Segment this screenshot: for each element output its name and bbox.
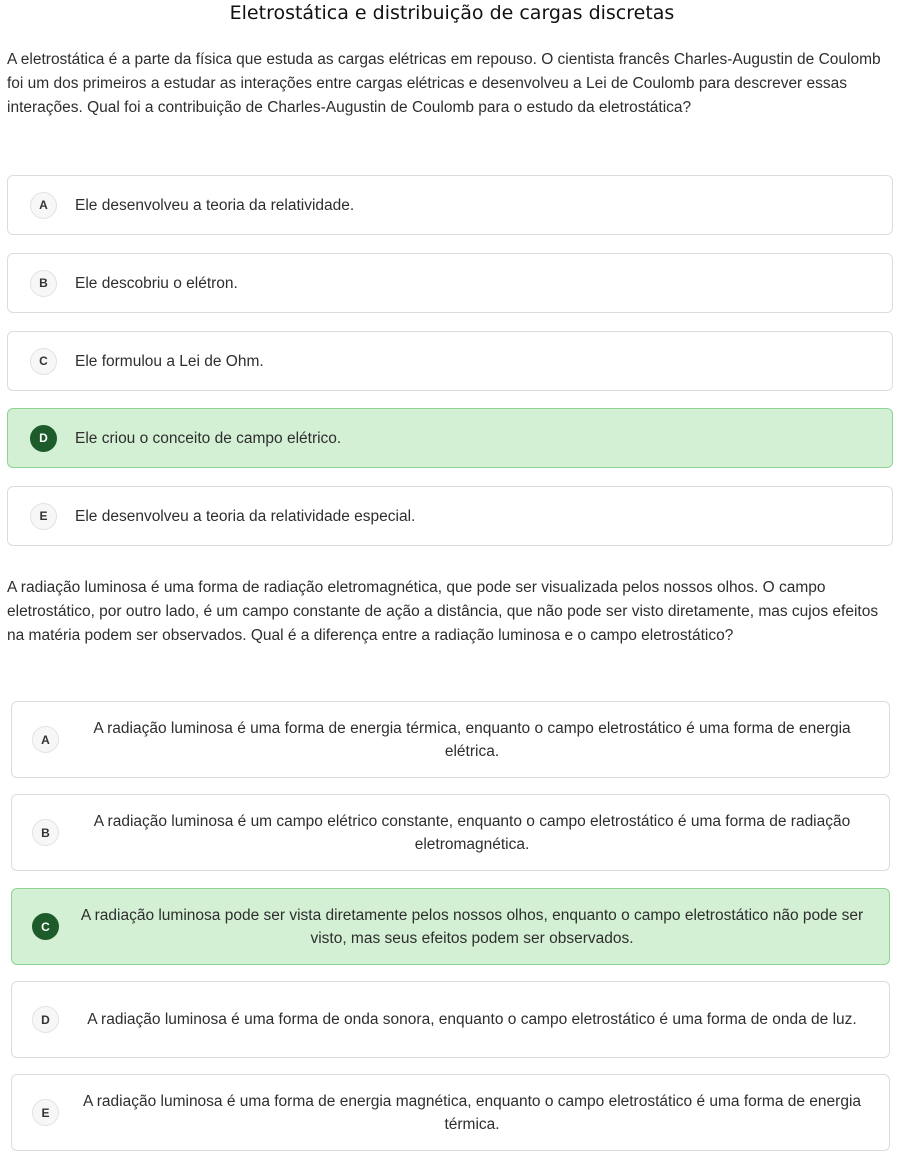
- option-a[interactable]: [7, 175, 893, 235]
- option-a[interactable]: [11, 701, 890, 778]
- option-text: Ele desenvolveu a teoria da relatividade.: [75, 196, 355, 214]
- option-letter: A: [30, 192, 57, 219]
- option-b[interactable]: [11, 794, 890, 871]
- option-letter: D: [30, 425, 57, 452]
- option-text: A radiação luminosa é um campo elétrico constante, enquanto o campo eletrostático é uma forma de radiação eletromagnética.: [93, 812, 851, 853]
- option-d[interactable]: [11, 981, 890, 1058]
- option-c[interactable]: [7, 331, 893, 391]
- question-text: A eletrostática é a parte da física que estuda as cargas elétricas em repouso. O cientista francês Charles-Augustin de Coulomb foi um dos primeiros a estudar as interações entre cargas elétricas e desenvolveu a Lei de Coulomb para descrever essas interações. Qual foi a contribuição de Charles-Augustin de Coulomb para o estudo da eletrostática?: [7, 51, 881, 116]
- option-letter: B: [30, 270, 57, 297]
- option-letter: A: [32, 726, 59, 753]
- option-d-selected[interactable]: [7, 408, 893, 468]
- option-letter: B: [32, 819, 59, 846]
- option-e[interactable]: [7, 486, 893, 546]
- option-text: Ele formulou a Lei de Ohm.: [75, 352, 264, 370]
- question-text: A radiação luminosa é uma forma de radiação eletromagnética, que pode ser visualizada pelos nossos olhos. O campo eletrostático, por outro lado, é um campo constante de ação a distância, que não pode ser visto diretamente, mas cujos efeitos na matéria podem ser observados. Qual é a diferença entre a radiação luminosa e o campo eletrostático?: [7, 579, 879, 644]
- option-letter: C: [32, 913, 59, 940]
- option-text: A radiação luminosa é uma forma de onda sonora, enquanto o campo eletrostático é uma forma de onda de luz.: [87, 1011, 857, 1028]
- option-text: A radiação luminosa pode ser vista diretamente pelos nossos olhos, enquanto o campo eletrostático não pode ser visto, mas seus efeitos podem ser observados.: [80, 906, 864, 947]
- page-title: Eletrostática e distribuição de cargas discretas: [229, 2, 675, 24]
- option-b[interactable]: [7, 253, 893, 313]
- option-text: A radiação luminosa é uma forma de energia magnética, enquanto o campo eletrostático é uma forma de energia térmica.: [82, 1092, 862, 1133]
- option-letter: E: [32, 1099, 59, 1126]
- option-text: A radiação luminosa é uma forma de energia térmica, enquanto o campo eletrostático é uma forma de energia elétrica.: [93, 719, 851, 760]
- option-c-selected[interactable]: [11, 888, 890, 965]
- option-letter: D: [32, 1006, 59, 1033]
- option-text: Ele desenvolveu a teoria da relatividade especial.: [75, 507, 416, 525]
- option-text: Ele criou o conceito de campo elétrico.: [75, 429, 342, 447]
- option-e[interactable]: [11, 1074, 890, 1151]
- option-letter: C: [30, 348, 57, 375]
- option-text: Ele descobriu o elétron.: [75, 274, 238, 292]
- option-letter: E: [30, 503, 57, 530]
